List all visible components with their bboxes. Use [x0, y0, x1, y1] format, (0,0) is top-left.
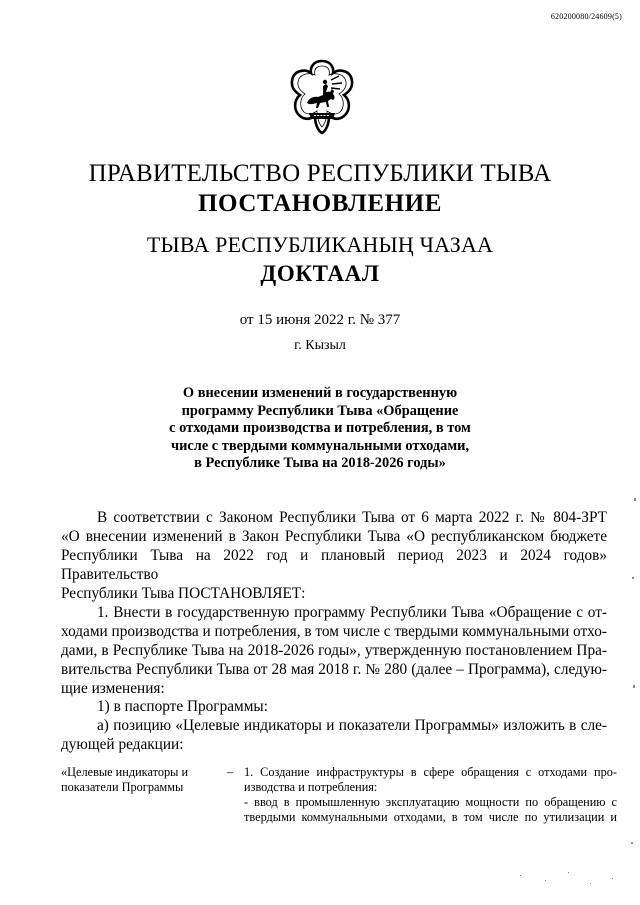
- decree-title-tyv: ДОКТААЛ: [260, 261, 380, 286]
- paragraph-line: дующей редакции:: [61, 736, 184, 753]
- cell-line: показатели Программы: [61, 780, 184, 794]
- cell-line: - ввод в промышленную эксплуатацию мощности по обращению с: [244, 795, 617, 809]
- paragraph-line: В соответствии с Законом Республики Тыва от 6 марта 2022 г. № 804-ЗРТ: [97, 509, 607, 526]
- subject-line: числе с твердыми коммунальными отходами,: [170, 437, 470, 454]
- cell-line: «Целевые индикаторы и: [61, 765, 189, 779]
- paragraph-line: 1. Внести в государственную программу Республики Тыва «Обращение с от-: [97, 604, 607, 621]
- government-title-ru: ПРАВИТЕЛЬСТВО РЕСПУБЛИКИ ТЫВА: [88, 160, 552, 187]
- document-number: 620200080/24609(5): [550, 12, 622, 21]
- subject-line: программу Республики Тыва «Обращение: [181, 402, 459, 419]
- paragraph-line: а) позицию «Целевые индикаторы и показатели Программы» изложить в сле-: [97, 717, 607, 734]
- paragraph-line: вительства Республики Тыва от 28 мая 2018 г. № 280 (далее – Программа), следую-: [61, 661, 607, 678]
- paragraph-line: ходами производства и потребления, в том числе с твердыми коммунальными отхо-: [61, 623, 607, 640]
- cell-line: изводства и потребления:: [244, 780, 378, 794]
- subject-line: с отходами производства и потребления, в том: [169, 420, 471, 436]
- cell-line: твердыми коммунальными отходами, в том числе по утилизации и: [244, 810, 617, 824]
- decree-title-ru: ПОСТАНОВЛЕНИЕ: [197, 190, 443, 217]
- cell-line: 1. Создание инфраструктуры в сфере обращения с отходами про-: [244, 765, 617, 779]
- paragraph-line: Республики Тыва на 2022 год и плановый период 2023 и 2024 годов» Правительство: [61, 547, 607, 583]
- decree-city: г. Кызыл: [294, 338, 346, 353]
- paragraph-line: «О внесении изменений в Закон Республики Тыва «О республиканском бюджете: [61, 528, 607, 545]
- paragraph-line: щие изменения:: [61, 680, 165, 697]
- subject-line: в Республике Тыва на 2018-2026 годы»: [194, 455, 446, 471]
- paragraph-line: 1) в паспорте Программы:: [97, 698, 268, 715]
- paragraph-line: дами, в Республике Тыва на 2018-2026 годы», утвержденную постановлением Пра-: [61, 642, 607, 659]
- decree-date: от 15 июня 2022 г. № 377: [239, 312, 401, 328]
- table-dash: –: [227, 765, 234, 779]
- paragraph-line: Республики Тыва ПОСТАНОВЛЯЕТ:: [61, 585, 306, 602]
- government-title-tyv: ТЫВА РЕСПУБЛИКАНЫҢ ЧАЗАА: [146, 232, 494, 257]
- subject-line: О внесении изменений в государственную: [182, 385, 458, 401]
